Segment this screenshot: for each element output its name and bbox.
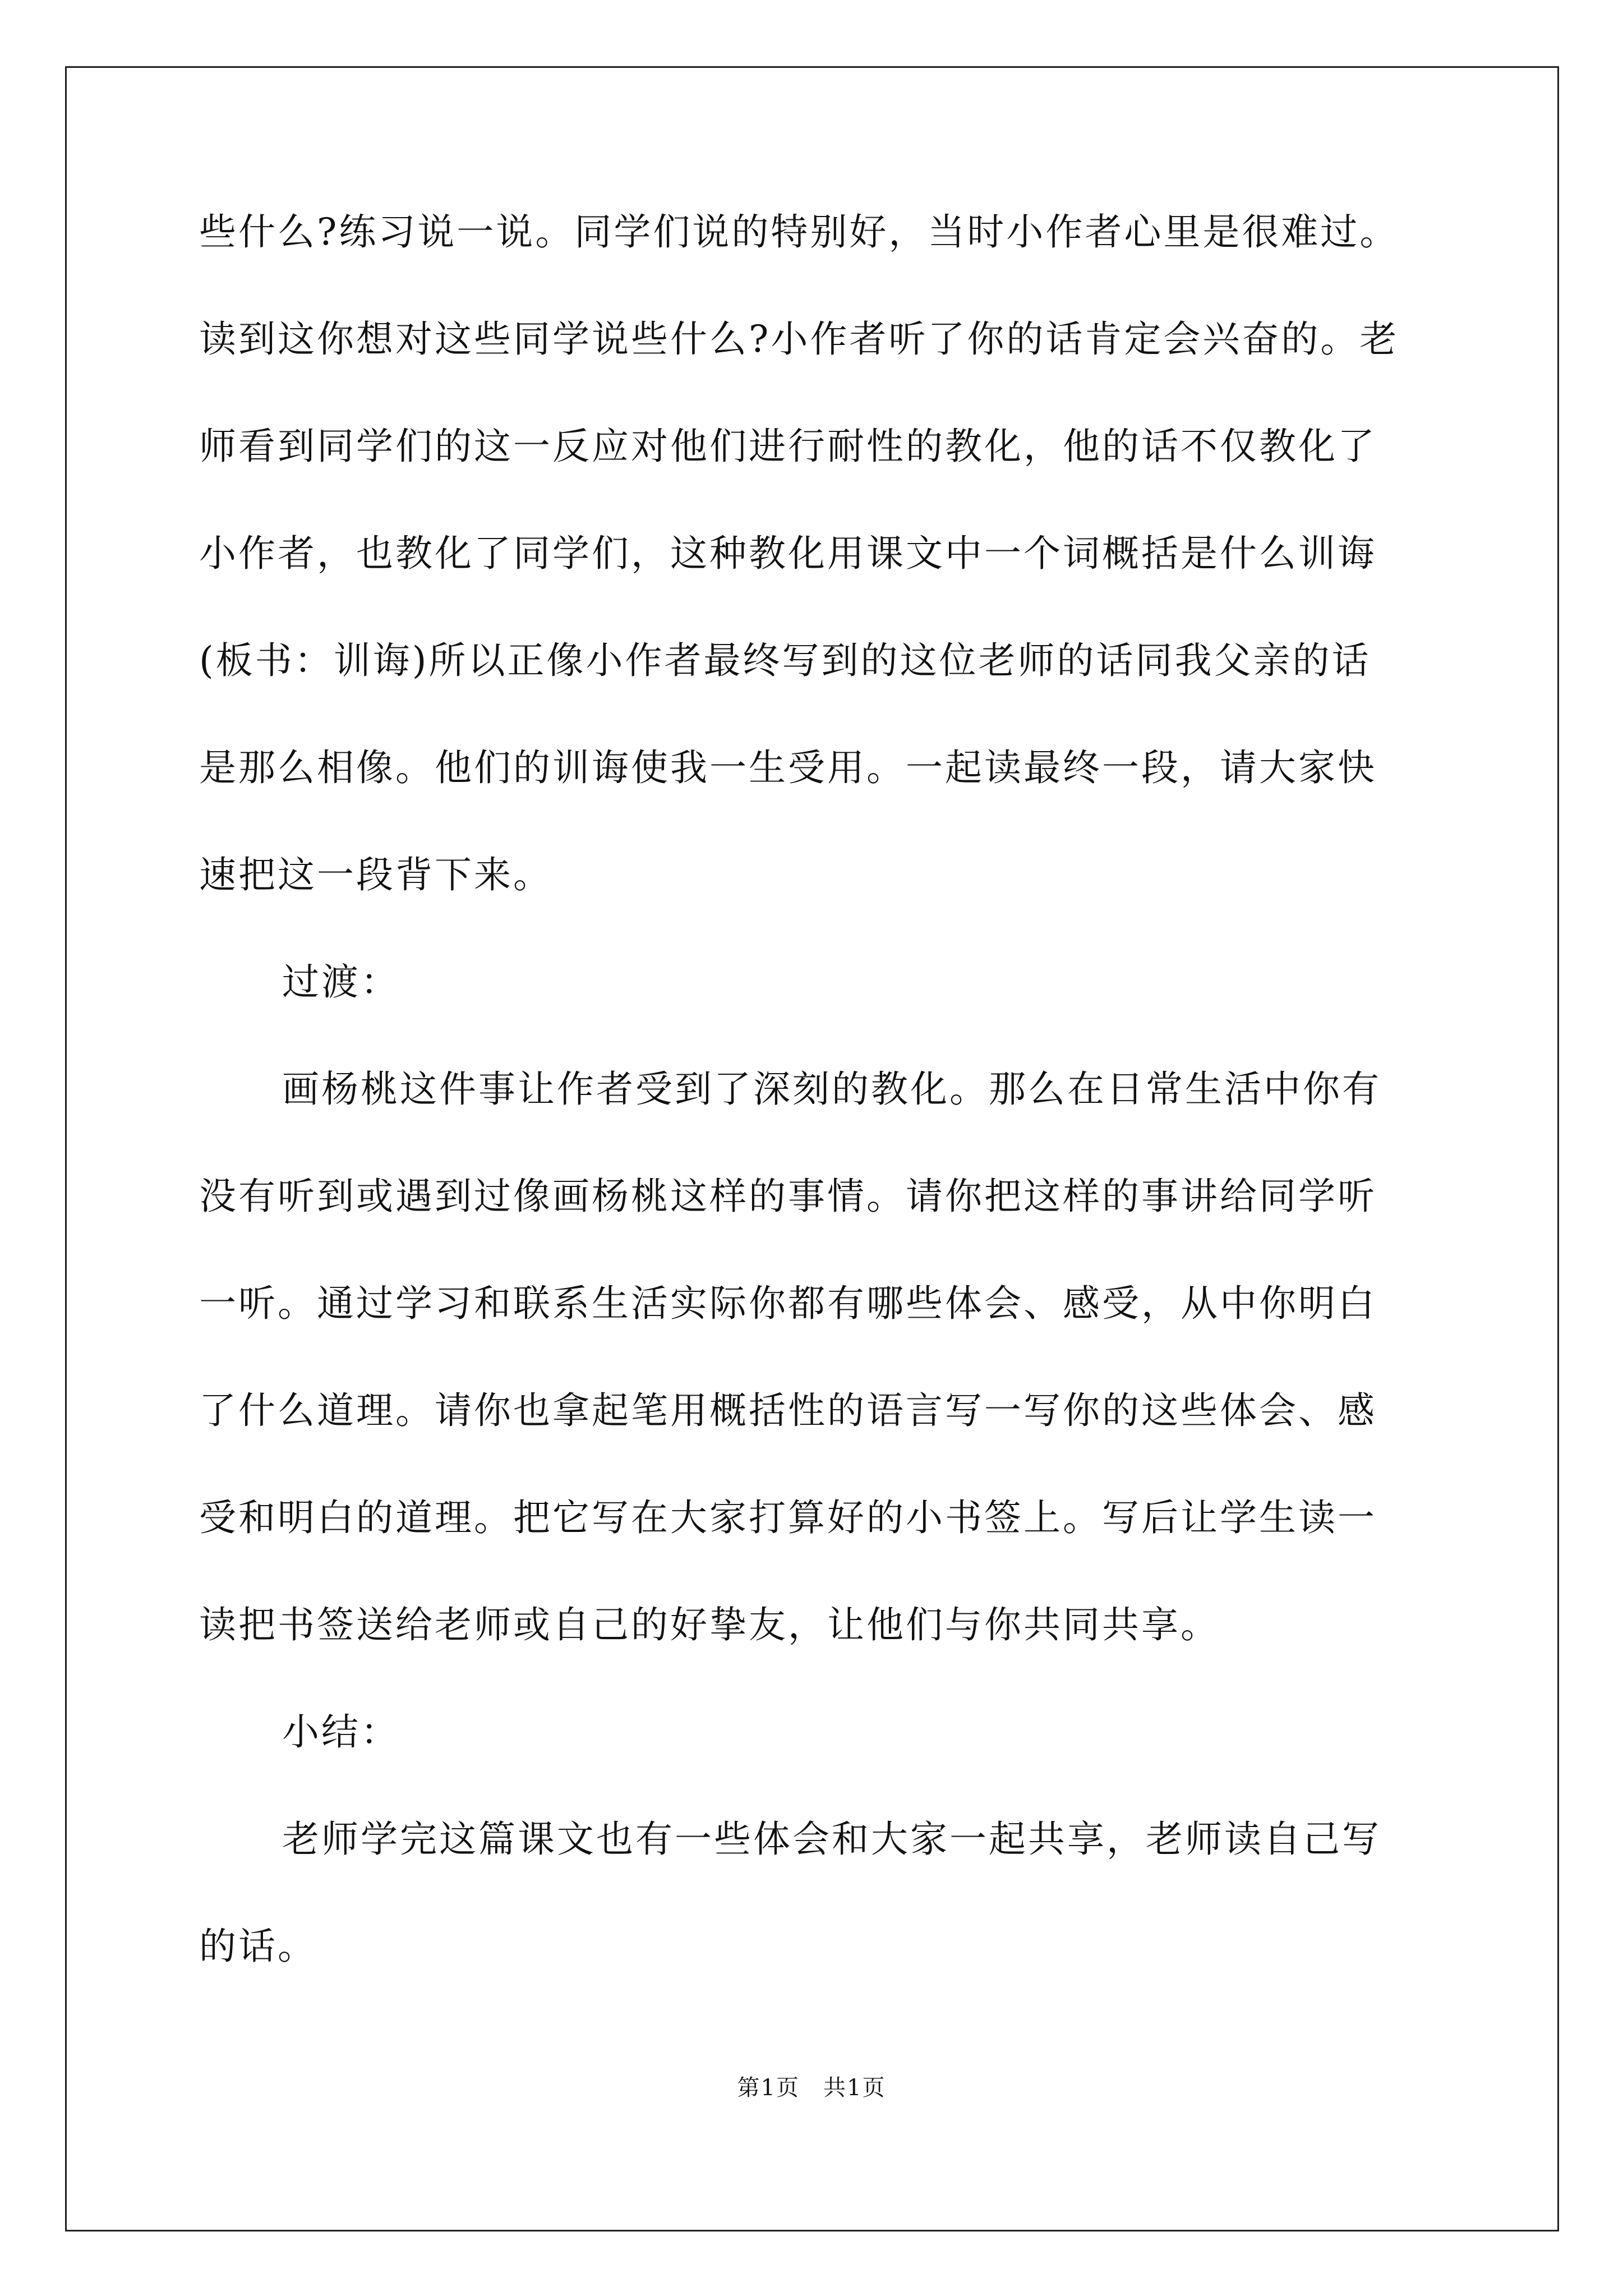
text-line-17: 的话。 xyxy=(199,1925,317,1968)
page-number-footer: 第1页 共1页 xyxy=(737,2075,886,2101)
text-line-7: 速把这一段背下来。 xyxy=(199,853,552,896)
text-line-11: 一听。通过学习和联系生活实际你都有哪些体会、感受，从中你明白 xyxy=(199,1282,1377,1325)
text-line-13: 受和明白的道理。把它写在大家打算好的小书签上。写后让学生读一 xyxy=(199,1496,1377,1539)
text-line-5: (板书：训诲)所以正像小作者最终写到的这位老师的话同我父亲的话 xyxy=(199,639,1371,682)
section-heading-summary: 小结： xyxy=(282,1710,400,1754)
text-line-12: 了什么道理。请你也拿起笔用概括性的语言写一写你的这些体会、感 xyxy=(199,1389,1377,1432)
text-line-10: 没有听到或遇到过像画杨桃这样的事情。请你把这样的事讲给同学听 xyxy=(199,1175,1377,1218)
text-line-3: 师看到同学们的这一反应对他们进行耐性的教化，他的话不仅教化了 xyxy=(199,425,1377,468)
text-line-16: 老师学完这篇课文也有一些体会和大家一起共享，老师读自己写 xyxy=(282,1818,1381,1861)
text-line-2: 读到这你想对这些同学说些什么?小作者听了你的话肯定会兴奋的。老 xyxy=(199,318,1399,361)
text-line-9: 画杨桃这件事让作者受到了深刻的教化。那么在日常生活中你有 xyxy=(282,1068,1381,1111)
section-heading-transition: 过渡： xyxy=(282,960,400,1004)
text-line-14: 读把书签送给老师或自己的好挚友，让他们与你共同共享。 xyxy=(199,1603,1220,1646)
text-line-6: 是那么相像。他们的训诲使我一生受用。一起读最终一段，请大家快 xyxy=(199,746,1377,789)
text-line-4: 小作者，也教化了同学们，这种教化用课文中一个词概括是什么训诲 xyxy=(199,532,1377,575)
text-line-1: 些什么?练习说一说。同学们说的特别好，当时小作者心里是很难过。 xyxy=(199,210,1399,254)
